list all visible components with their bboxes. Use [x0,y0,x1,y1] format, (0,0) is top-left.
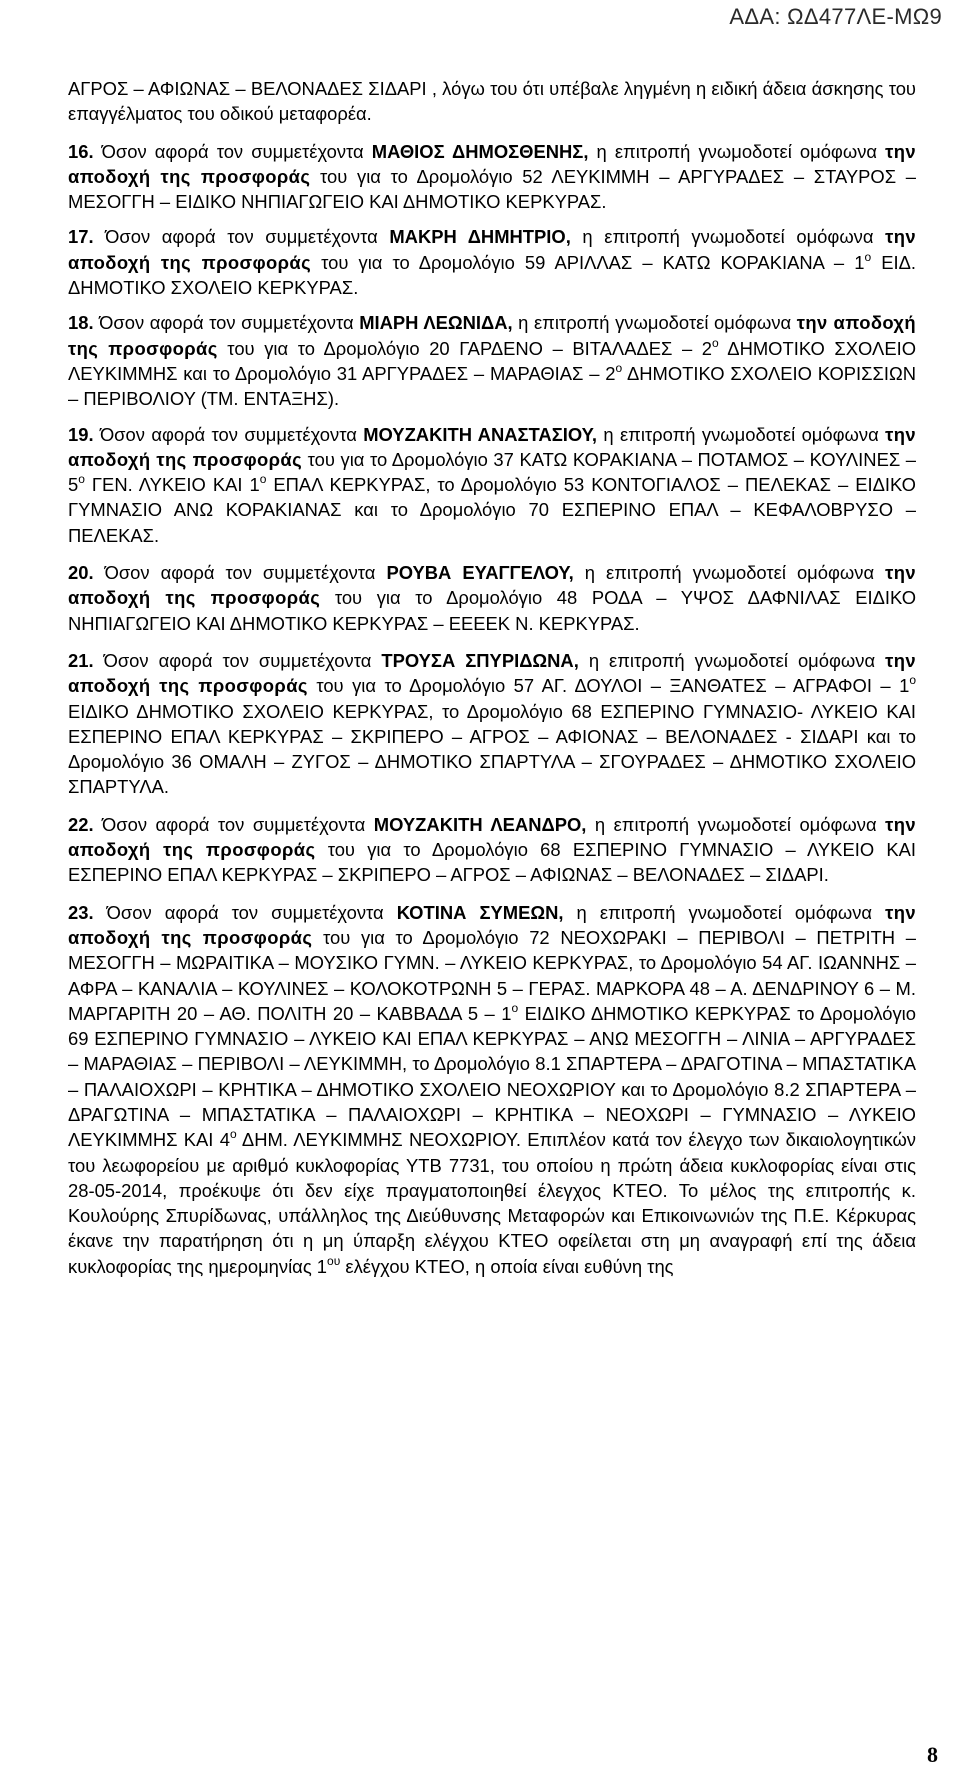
acceptance-phrase: την αποδοχή της προσφοράς [68,649,916,697]
acceptance-phrase: την αποδοχή της προσφοράς [68,140,916,187]
acceptance-phrase: την αποδοχή της προσφοράς [68,312,916,359]
paragraph-18: 18. Όσον αφορά τον συμμετέχοντα ΜΙΑΡΗ ΛΕΩΝΙΔΑ, η επιτροπή γνωμοδοτεί ομόφωνα την αποδοχή της προσφοράς του για το Δρομολόγιο 20 ΓΑΡΔΕΝΟ – ΒΙΤΑΛΑΔΕΣ – $2^o$ ΔΗΜΟΤΙΚΟ ΣΧΟΛΕΙΟ ΛΕΥΚΙΜΜΗΣ και το Δρομολόγιο 31 ΑΡΓΥΡΑΔΕΣ – ΜΑΡΑΘΙΑΣ – $2^o$ ΔΗΜΟΤΙΚΟ ΣΧΟΛΕΙΟ ΚΟΡΙΣΣΙΩΝ – ΠΕΡΙΒΟΛΙΟΥ (ΤΜ. ΕΝΤΑΞΗΣ). [68,312,917,410]
ordinal-superscript: ο [259,472,267,487]
ordinal-superscript: ο [615,360,623,375]
paragraph-23: 23. Όσον αφορά τον συμμετέχοντα ΚΟΤΙΝΑ ΣΥΜΕΩΝ, η επιτροπή γνωμοδοτεί ομόφωνα την αποδοχή της προσφοράς του για το Δρομολόγιο 72 ΝΕΟΧΩΡΑΚΙ – ΠΕΡΙΒΟΛΙ – ΠΕΤΡΙΤΗ – ΜΕΣΟΓΓΗ – ΜΩΡΑΙΤΙΚΑ – ΜΟΥΣΙΚΟ ΓΥΜΝ. – ΛΥΚΕΙΟ ΚΕΡΚΥΡΑΣ, το Δρομολόγιο 54 ΑΓ. ΙΩΑΝΝΗΣ – ΑΦΡΑ – ΚΑΝΑΛΙΑ – ΚΟΥΛΙΝΕΣ – ΚΟΛΟΚΟΤΡΩΝΗ 5 – ΓΕΡΑΣ. ΜΑΡΚΟΡΑ 48 – Α. ΔΕΝΔΡΙΝΟΥ 6 – Μ. ΜΑΡΓΑΡΙΤΗ 20 – ΑΘ. ΠΟΛΙΤΗ 20 – ΚΑΒΒΑΔΑ $5 - 1^o$ ΕΙΔΙΚΟ ΔΗΜΟΤΙΚΟ ΚΕΡΚΥΡΑΣ το Δρομολόγιο 69 ΕΣΠΕΡΙΝΟ ΓΥΜΝΑΣΙΟ – ΛΥΚΕΙΟ ΚΑΙ ΕΠΑΛ ΚΕΡΚΥΡΑΣ – ΑΝΩ ΜΕΣΟΓΓΗ – ΛΙΝΙΑ – ΑΡΓΥΡΑΔΕΣ – ΜΑΡΑΘΙΑΣ – ΠΕΡΙΒΟΛΙ – ΛΕΥΚΙΜΜΗ, το Δρομολόγιο 8.1 ΣΠΑΡΤΕΡΑ – ΔΡΑΓΟΤΙΝΑ – ΜΠΑΣΤΑΤΙΚΑ – ΠΑΛΑΙΟΧΩΡΙ – ΚΡΗΤΙΚΑ – ΔΗΜΟΤΙΚΟ ΣΧΟΛΕΙΟ ΝΕΟΧΩΡΙΟΥ και το Δρομολόγιο 8.2 ΣΠΑΡΤΕΡΑ – ΔΡΑΓΩΤΙΝΑ – ΜΠΑΣΤΑΤΙΚΑ – ΠΑΛΑΙΟΧΩΡΙ – ΚΡΗΤΙΚΑ – ΝΕΟΧΩΡΙ – ΓΥΜΝΑΣΙΟ – ΛΥΚΕΙΟ ΛΕΥΚΙΜΜΗΣ ΚΑΙ $4^o$ ΔΗΜ. ΛΕΥΚΙΜΜΗΣ ΝΕΟΧΩΡΙΟΥ. Επιπλέον κατά τον έλεγχο των δικαιολογητικών του λεωφορείου με αριθμό κυκλοφορίας ΥΤΒ 7731, του οποίου η πρώτη άδεια κυκλοφορίας είναι στις 28-05-2014, προέκυψε ότι δεν είχε πραγματοποιηθεί έλεγχος ΚΤΕΟ. Το μέλος της επιτροπής κ. Κουλούρης Σπυρίδωνας, υπάλληλος της Διεύθυνσης Μεταφορών και Επικοινωνιών της Π.Ε. Κέρκυρας έκανε την παρατήρηση ότι η μη ύπαρξη ελέγχου ΚΤΕΟ οφείλεται στη μη αναγραφή επί της άδεια κυκλοφορίας της ημερομηνίας $1^{o\upsilon}$ ελέγχου ΚΤΕΟ, η οποία είναι ευθύνη της [68,901,917,1277]
page-number: 8 [927,1742,938,1767]
participant-name: ΜΑΘΙΟΣ ΔΗΜΟΣΘΕΝΗΣ, [371,140,589,162]
paragraph-number: 17. [68,226,94,248]
document-body [68,76,916,1279]
acceptance-phrase: την αποδοχή της προσφοράς [68,423,916,470]
acceptance-phrase: την αποδοχή της προσφοράς [68,901,917,948]
ada-code: ΑΔΑ: ΩΔ477ΛΕ-ΜΩ9 [729,4,942,29]
participant-name: ΚΟΤΙΝΑ ΣΥΜΕΩΝ, [396,901,564,923]
acceptance-phrase: την αποδοχή της προσφοράς [68,226,916,273]
ordinal-superscript: ο [78,472,85,487]
acceptance-phrase: την αποδοχή της προσφοράς [68,813,916,861]
paragraph-16: 16. Όσον αφορά τον συμμετέχοντα ΜΑΘΙΟΣ ΔΗΜΟΣΘΕΝΗΣ, η επιτροπή γνωμοδοτεί ομόφωνα την αποδοχή της προσφοράς του για το Δρομολόγιο 52 ΛΕΥΚΙΜΜΗ – ΑΡΓΥΡΑΔΕΣ – ΣΤΑΥΡΟΣ – ΜΕΣΟΓΓΗ – ΕΙΔΙΚΟ ΝΗΠΙΑΓΩΓΕΙΟ ΚΑΙ ΔΗΜΟΤΙΚΟ ΚΕΡΚΥΡΑΣ. [68,140,916,213]
acceptance-phrase: την αποδοχή της προσφοράς [68,562,917,609]
participant-name: ΜΟΥΖΑΚΙΤΗ ΑΝΑΣΤΑΣΙΟΥ, [363,423,597,445]
ordinal-superscript: ου [327,1253,341,1268]
paragraph-20: 20. Όσον αφορά τον συμμετέχοντα ΡΟΥΒΑ ΕΥΑΓΓΕΛΟΥ, η επιτροπή γνωμοδοτεί ομόφωνα την αποδοχή της προσφοράς του για το Δρομολόγιο 48 ΡΟΔΑ – ΥΨΟΣ ΔΑΦΝΙΛΑΣ ΕΙΔΙΚΟ ΝΗΠΙΑΓΩΓΕΙΟ ΚΑΙ ΔΗΜΟΤΙΚΟ ΚΕΡΚΥΡΑΣ – ΕΕΕΕΚ Ν. ΚΕΡΚΥΡΑΣ. [68,562,917,634]
ordinal-superscript: ο [511,1000,519,1015]
paragraph-number: 16. [68,140,94,162]
paragraph-number: 18. [68,312,94,334]
paragraph-number: 20. [68,562,94,584]
intro-paragraph: ΑΓΡΟΣ – ΑΦΙΩΝΑΣ – ΒΕΛΟΝΑΔΕΣ ΣΙΔΑΡΙ , λόγω του ότι υπέβαλε ληγμένη η ειδική άδεια άσκησης του επαγγέλματος του οδικού μεταφορέα. [68,78,916,125]
paragraph-22: 22. Όσον αφορά τον συμμετέχοντα ΜΟΥΖΑΚΙΤΗ ΛΕΑΝΔΡΟ, η επιτροπή γνωμοδοτεί ομόφωνα την αποδοχή της προσφοράς του για το Δρομολόγιο 68 ΕΣΠΕΡΙΝΟ ΓΥΜΝΑΣΙΟ – ΛΥΚΕΙΟ ΚΑΙ ΕΣΠΕΡΙΝΟ ΕΠΑΛ ΚΕΡΚΥΡΑΣ – ΣΚΡΙΠΕΡΟ – ΑΓΡΟΣ – ΑΦΙΩΝΑΣ – ΒΕΛΟΝΑΔΕΣ – ΣΙΔΑΡΙ. [68,813,917,886]
ordinal-superscript: ο [864,249,872,264]
paragraph-number: 19. [68,423,94,445]
participant-name: ΜΟΥΖΑΚΙΤΗ ΛΕΑΝΔΡΟ, [373,813,587,835]
paragraph-19: 19. Όσον αφορά τον συμμετέχοντα ΜΟΥΖΑΚΙΤΗ ΑΝΑΣΤΑΣΙΟΥ, η επιτροπή γνωμοδοτεί ομόφωνα την αποδοχή της προσφοράς του για το Δρομολόγιο 37 ΚΑΤΩ ΚΟΡΑΚΙΑΝΑ – ΠΟΤΑΜΟΣ – ΚΟΥΛΙΝΕΣ – $5^o$ ΓΕΝ. ΛΥΚΕΙΟ ΚΑΙ $1^o$ ΕΠΑΛ ΚΕΡΚΥΡΑΣ, το Δρομολόγιο 53 ΚΟΝΤΟΓΙΑΛΟΣ – ΠΕΛΕΚΑΣ – ΕΙΔΙΚΟ ΓΥΜΝΑΣΙΟ ΑΝΩ ΚΟΡΑΚΙΑΝΑΣ και το Δρομολόγιο 70 ΕΣΠΕΡΙΝΟ ΕΠΑΛ – ΚΕΦΑΛΟΒΡΥΣΟ – ΠΕΛΕΚΑΣ. [68,423,916,546]
paragraph-number: 22. [68,813,94,835]
paragraph-number: 23. [68,901,94,923]
paragraph-17: 17. Όσον αφορά τον συμμετέχοντα ΜΑΚΡΗ ΔΗΜΗΤΡΙΟ, η επιτροπή γνωμοδοτεί ομόφωνα την αποδοχή της προσφοράς του για το Δρομολόγιο 59 ΑΡΙΛΛΑΣ – ΚΑΤΩ ΚΟΡΑΚΙΑΝΑ – $1^o$ ΕΙΔ. ΔΗΜΟΤΙΚΟ ΣΧΟΛΕΙΟ ΚΕΡΚΥΡΑΣ. [68,226,916,299]
participant-name: ΜΑΚΡΗ ΔΗΜΗΤΡΙΟ, [389,226,571,248]
ordinal-superscript: ο [712,335,719,350]
ordinal-superscript: ο [909,673,916,688]
paragraph-21: 21. Όσον αφορά τον συμμετέχοντα ΤΡΟΥΣΑ ΣΠΥΡΙΔΩΝΑ, η επιτροπή γνωμοδοτεί ομόφωνα την αποδοχή της προσφοράς του για το Δρομολόγιο 57 ΑΓ. ΔΟΥΛΟΙ – ΞΑΝΘΑΤΕΣ – ΑΓΡΑΦΟΙ – $1^o$ ΕΙΔΙΚΟ ΔΗΜΟΤΙΚΟ ΣΧΟΛΕΙΟ ΚΕΡΚΥΡΑΣ, το Δρομολόγιο 68 ΕΣΠΕΡΙΝΟ ΓΥΜΝΑΣΙΟ- ΛΥΚΕΙΟ ΚΑΙ ΕΣΠΕΡΙΝΟ ΕΠΑΛ ΚΕΡΚΥΡΑΣ – ΣΚΡΙΠΕΡΟ – ΑΓΡΟΣ – ΑΦΙΟΝΑΣ – ΒΕΛΟΝΑΔΕΣ - ΣΙΔΑΡΙ και το Δρομολόγιο 36 ΟΜΑΛΗ – ΖΥΓΟΣ – ΔΗΜΟΤΙΚΟ ΣΠΑΡΤΥΛΑ – ΣΓΟΥΡΑΔΕΣ – ΔΗΜΟΤΙΚΟ ΣΧΟΛΕΙΟ ΣΠΑΡΤΥΛΑ. [68,649,916,798]
participant-name: ΜΙΑΡΗ ΛΕΩΝΙΔΑ, [359,312,513,334]
participant-name: ΡΟΥΒΑ ΕΥΑΓΓΕΛΟΥ, [386,562,574,584]
participant-name: ΤΡΟΥΣΑ ΣΠΥΡΙΔΩΝΑ, [381,649,579,671]
paragraph-number: 21. [68,649,94,671]
ordinal-superscript: ο [229,1127,237,1142]
